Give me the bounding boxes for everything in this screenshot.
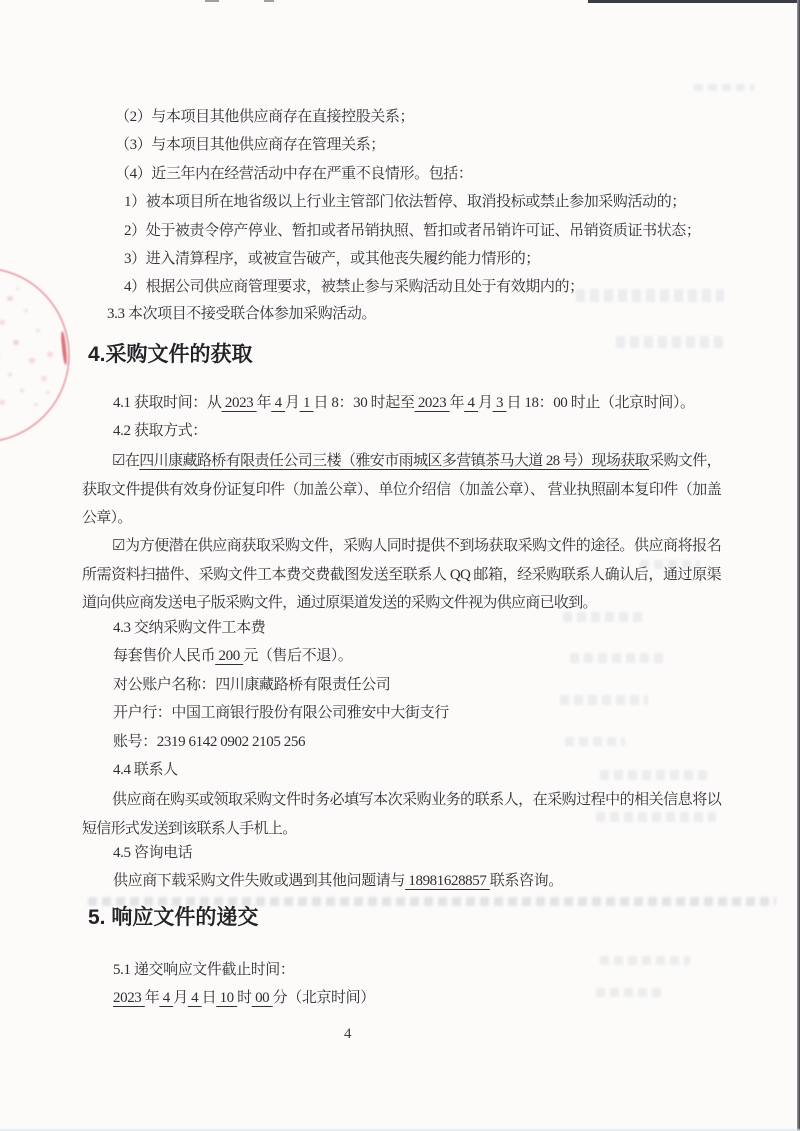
text-segment-underlined: 2023 (414, 395, 450, 411)
clause-3-3-note (107, 304, 376, 324)
clause-4-5-line (113, 843, 192, 863)
text-segment-underlined: 4 (187, 990, 202, 1006)
text-segment: ☑为方便潜在供应商获取采购文件，采购人同时提供不到场获取采购文件的途径。供应商将报名所需资料扫描件、采购文件工本费交费截图发送至联系人 QQ 邮箱，经采购联系人确认后，通过原渠道向供应商发送电子版采购文件，通过原渠道发送的采购文件视为供应商已收到。 (82, 538, 721, 611)
price-line (113, 646, 353, 666)
text-segment: 4.1 获取时间：从 (113, 395, 222, 411)
text-segment: 3.3 本次项目不接受联合体参加采购活动。 (107, 306, 377, 322)
page-number: 4 (344, 1026, 352, 1042)
text-segment-underlined: 1 (299, 395, 314, 411)
clause-3-4-item-3 (124, 249, 540, 269)
text-segment-underlined: 4 (159, 990, 174, 1006)
text-segment: （4）近三年内在经营活动中存在严重不良情形。包括： (115, 166, 473, 182)
text-segment: 采购文件，获取文件提供有效身份证复印件（加盖公章）、单位介绍信（加盖公章）、 营业执照副本复印件（加盖公章）。 (82, 453, 721, 526)
text-segment-underlined: 四川康藏路桥有限责任公司三楼（雅安市雨城区多营镇茶马大道 28 号）现场获取 (139, 453, 650, 469)
text-segment-underlined: 00 (251, 990, 273, 1006)
clause-4-4-text (82, 786, 721, 843)
text-segment: 对公账户名称：四川康藏路桥有限责任公司 (113, 677, 391, 693)
text-segment-underlined: 4 (271, 395, 286, 411)
text-segment: ☑在 (112, 453, 140, 469)
section-5-heading (88, 905, 258, 931)
text-segment: 年 (449, 395, 465, 411)
text-segment: 5. 响应文件的递交 (88, 906, 259, 929)
account-number-line (113, 732, 305, 752)
text-segment: 2）处于被责令停产停业、暂扣或者吊销执照、暂扣或者吊销许可证、吊销资质证书状态； (124, 223, 701, 239)
text-segment: 供应商在购买或领取采购文件时务必填写本次采购业务的联系人，在采购过程中的相关信息将以短信形式发送到该联系人手机上。 (82, 792, 721, 837)
text-segment-underlined: 18981628857 (405, 873, 490, 889)
text-segment: 5.1 递交响应文件截止时间： (113, 962, 295, 978)
clause-3-4-item-2 (124, 221, 701, 241)
text-segment: 4）根据公司供应商管理要求，被禁止参与采购活动且处于有效期内的； (124, 279, 584, 295)
text-segment: 日 18：00 时止（北京时间）。 (506, 395, 695, 411)
clause-4-2-option-remote (82, 532, 721, 618)
section-4-heading (88, 342, 253, 368)
text-segment-underlined: 2023 (221, 395, 257, 411)
text-segment: 时 (237, 990, 252, 1006)
text-segment: 月 (478, 395, 493, 411)
clause-4-1-line (113, 393, 695, 413)
text-segment-underlined: 200 (215, 648, 244, 664)
text-segment: 4.5 咨询电话 (113, 845, 193, 861)
deadline-date-line (113, 988, 375, 1008)
clause-3-4-line (115, 164, 473, 184)
clause-3-4-item-4 (124, 277, 584, 297)
clause-4-5-text (113, 871, 563, 891)
text-segment: 4.2 获取方式： (113, 423, 207, 439)
text-segment-underlined: 10 (216, 990, 238, 1006)
text-segment: 开户行：中国工商银行股份有限公司雅安中大街支行 (113, 705, 449, 721)
clause-3-4-item-1 (124, 192, 686, 212)
text-segment: 年 (144, 990, 160, 1006)
text-segment-underlined: 3 (492, 395, 507, 411)
text-segment: 年 (256, 395, 272, 411)
text-segment: 4.3 交纳采购文件工本费 (113, 620, 266, 636)
clause-4-2-option-onsite (82, 447, 721, 533)
text-segment: 每套售价人民币 (113, 648, 216, 664)
text-segment: 元（售后不退）。 (243, 648, 353, 664)
text-segment: 月 (285, 395, 300, 411)
clause-4-4-line (113, 760, 178, 780)
text-segment: 分（北京时间） (272, 990, 375, 1006)
text-segment: 4.4 联系人 (113, 762, 178, 778)
clause-4-2-line (113, 421, 207, 441)
text-segment-underlined: 2023 (113, 990, 145, 1006)
text-segment: 1）被本项目所在地省级以上行业主管部门依法暂停、取消投标或禁止参加采购活动的； (124, 194, 686, 210)
text-segment: 供应商下载采购文件失败或遇到其他问题请与 (113, 873, 406, 889)
text-segment: 4.采购文件的获取 (88, 343, 253, 366)
text-segment: 日 (201, 990, 217, 1006)
text-segment: 账号：2319 6142 0902 2105 256 (113, 734, 306, 750)
text-segment: 月 (173, 990, 188, 1006)
text-segment: （2）与本项目其他供应商存在直接控股关系； (115, 109, 415, 125)
clause-3-2-line (115, 107, 414, 127)
text-segment: （3）与本项目其他供应商存在管理关系； (115, 137, 385, 153)
text-segment: 日 8：30 时起至 (313, 395, 415, 411)
text-segment-underlined: 4 (464, 395, 479, 411)
account-name-line (113, 675, 390, 695)
bank-line (113, 703, 449, 723)
text-segment: 3）进入清算程序，或被宣告破产，或其他丧失履约能力情形的； (124, 251, 540, 267)
text-segment: 联系咨询。 (489, 873, 563, 889)
clause-5-1-line (113, 960, 295, 980)
clause-3-3-line (115, 135, 385, 155)
clause-4-3-line (113, 618, 265, 638)
